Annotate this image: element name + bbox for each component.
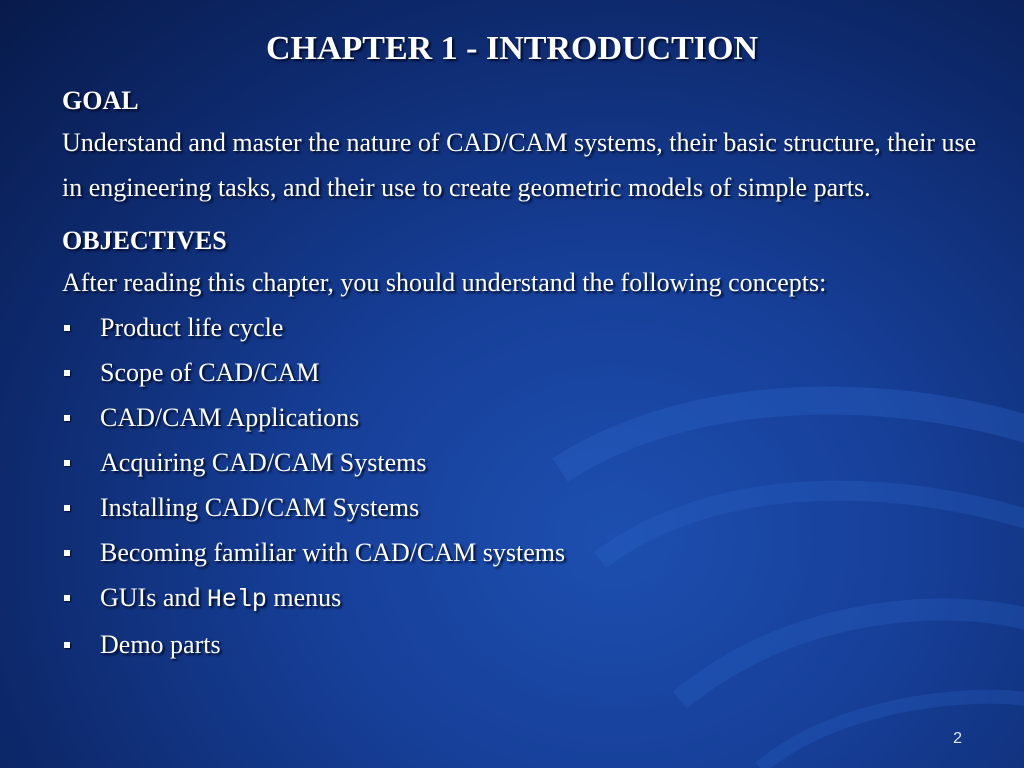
list-item-text: Demo parts — [100, 630, 221, 659]
goal-text: Understand and master the nature of CAD/CAM systems, their basic structure, their use in engineering tasks, and their use to create geometric models of simple parts. — [62, 128, 977, 202]
bullet-icon — [64, 415, 70, 421]
list-item — [62, 622, 982, 667]
objectives-heading: OBJECTIVES — [62, 226, 227, 255]
page-number: 2 — [953, 730, 962, 747]
bullet-icon — [64, 550, 70, 556]
list-item — [62, 530, 982, 575]
list-item — [62, 485, 982, 530]
help-code-text: Help — [206, 585, 267, 614]
bullet-icon — [64, 505, 70, 511]
list-item — [62, 440, 982, 485]
list-item-text: Installing CAD/CAM Systems — [100, 493, 420, 522]
goal-heading: GOAL — [62, 86, 139, 115]
list-item-text: Becoming familiar with CAD/CAM systems — [100, 538, 566, 567]
bullet-icon — [64, 595, 70, 601]
list-item — [62, 305, 982, 350]
bullet-icon — [64, 460, 70, 466]
list-item — [62, 395, 982, 440]
list-item-text: Scope of CAD/CAM — [100, 358, 320, 387]
list-item-text: Acquiring CAD/CAM Systems — [100, 448, 427, 477]
list-item — [62, 350, 982, 395]
slide-title: CHAPTER 1 - INTRODUCTION — [265, 30, 759, 67]
bullet-icon — [64, 642, 70, 648]
list-item-text-post: menus — [266, 583, 342, 612]
list-item — [62, 575, 982, 622]
list-item-text: CAD/CAM Applications — [100, 403, 360, 432]
bullet-icon — [64, 370, 70, 376]
objectives-intro: After reading this chapter, you should understand the following concepts: — [62, 268, 827, 297]
bullet-icon — [64, 325, 70, 331]
list-item-text-pre: GUIs and — [100, 583, 207, 612]
slide-content — [62, 84, 982, 667]
list-item-text: Product life cycle — [100, 313, 284, 342]
objectives-list — [62, 305, 982, 667]
